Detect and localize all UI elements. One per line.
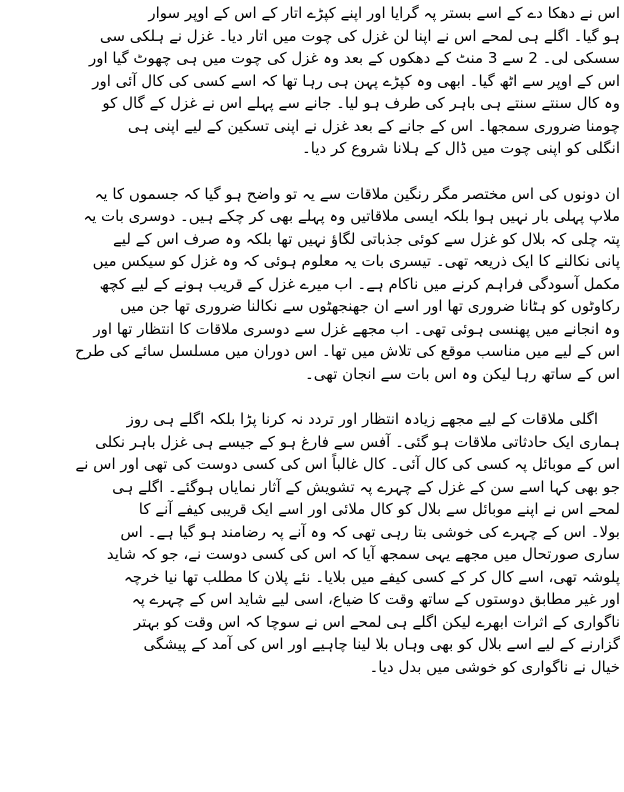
text-line: مکمل آسودگی فراہم کرنے میں ناکام ہے۔ اب میرے غزل کے قریب ہونے کے لیے کچھ <box>99 274 620 293</box>
text-line: رکاوٹوں کو ہٹانا ضروری تھا اور اسے ان جھنجھٹوں سے نکالنا ضروری تھا جن میں <box>120 297 620 315</box>
paragraph-2 <box>4 183 620 386</box>
text-line: ساری صورتحال میں مجھے یہی سمجھ آیا کہ اس کی کسی دوست نے، جو کہ شاید <box>106 545 620 563</box>
text-line: پلوشہ تھی، اسے کال کر کے کسی کیفے میں بلایا۔ نئے پلان کا مطلب تھا نیا خرچہ <box>123 567 620 586</box>
text-line: پانی نکالنے کا ایک ذریعہ تھی۔ تیسری بات یہ معلوم ہوئی کہ وہ غزل کو سیکس میں <box>92 252 620 270</box>
text-line: جو بھی کہا اسے سن کے غزل کے چہرے پہ تشویش کے آثار نمایاں ہوگئے۔ اگلے ہی <box>112 477 620 496</box>
paragraph-3 <box>4 408 620 678</box>
text-line: اس کے لیے میں مناسب موقع کی تلاش میں تھا۔ اس دوران میں مسلسل سائے کی طرح <box>74 342 620 360</box>
text-line: ہماری ایک حادثاتی ملاقات ہو گئی۔ آفس سے فارغ ہو کے جیسے ہی غزل باہر نکلی <box>95 432 620 451</box>
text-line: اگلی ملاقات کے لیے مجھے زیادہ انتظار اور تردد نہ کرنا پڑا بلکہ اگلے ہی روز <box>126 410 598 428</box>
text-line: ناگواری کے اثرات ابھرے لیکن اگلے ہی لمحے اس نے سوچا کہ اس وقت کو بہتر <box>133 612 620 631</box>
text-line: اس کے موبائل پہ کسی کی کال آئی۔ کال غالباً اس کی کسی دوست کی تھی اور اس نے <box>75 455 620 473</box>
text-line: ہو گیا۔ اگلے ہی لمحے اس نے اپنا لن غزل کی چوت میں اتار دیا۔ غزل نے ہلکی سی <box>99 26 620 45</box>
text-line: ان دونوں کی اس مختصر مگر رنگین ملاقات سے یہ تو واضح ہو گیا کہ جسموں کا یہ <box>94 184 620 203</box>
text-line: اور غیر مطابق دوستوں کے ساتھ وقت کا ضیاع، اسی لیے شاید اس کے چہرے پہ <box>131 590 620 608</box>
text-line: چومنا ضروری سمجھا۔ اس کے جانے کے بعد غزل نے اپنی تسکین کے لیے اپنی ہی <box>127 116 620 135</box>
text-line: خیال نے ناگواری کو خوشی میں بدل دیا۔ <box>369 657 620 676</box>
text-line: بولا۔ اس کے چہرے کی خوشی بتا رہی تھی کہ وہ آنے پہ رضامند ہو گیا ہے۔ اس <box>120 522 620 541</box>
text-line: وہ کال سنتے سنتے ہی باہر کی طرف ہو لیا۔ جانے سے پہلے اس نے غزل کے گال کو <box>102 94 620 112</box>
text-line: اس نے دھکا دے کے اسے بستر پہ گرایا اور اپنے کپڑے اتار کے اس کے اوپر سوار <box>148 4 620 22</box>
text-line: سسکی لی۔ 2 سے 3 منٹ کے دھکوں کے بعد وہ غزل کی چوت میں ہی چھوٹ گیا اور <box>88 49 620 67</box>
text-line: اس کے ساتھ رہا لیکن وہ اس بات سے انجان تھی۔ <box>304 364 620 383</box>
paragraph-1 <box>4 2 620 160</box>
text-line: گزارنے کے لیے اسے بلال کو بھی وہاں بلا لینا چاہیے اور اس کی آمد کے پیشگی <box>143 635 620 653</box>
text-line: پتہ چلی کہ بلال کو غزل سے کوئی جذباتی لگاؤ نہیں تھا بلکہ وہ صرف اس کے لیے <box>113 229 620 248</box>
text-line: انگلی کو اپنی چوت میں ڈال کے ہلانا شروع کر دیا۔ <box>302 139 620 157</box>
text-line: لمحے اس نے اپنے موبائل سے بلال کو کال ملائی اور اسے ایک قریبی کیفے آنے کا <box>138 500 620 518</box>
text-line: وہ انجانے میں پھنسی ہوئی تھی۔ اب مجھے غزل سے دوسری ملاقات کا انتظار تھا اور <box>93 319 620 338</box>
text-line: ملاپ پہلی بار نہیں ہوا بلکہ ایسی ملاقاتیں وہ پہلے بھی کر چکے ہیں۔ دوسری بات یہ <box>83 207 620 225</box>
text-line: اس کے اوپر سے اٹھ گیا۔ ابھی وہ کپڑے پہن ہی رہا تھا کہ اسے کسی کی کال آئی اور <box>92 71 620 90</box>
